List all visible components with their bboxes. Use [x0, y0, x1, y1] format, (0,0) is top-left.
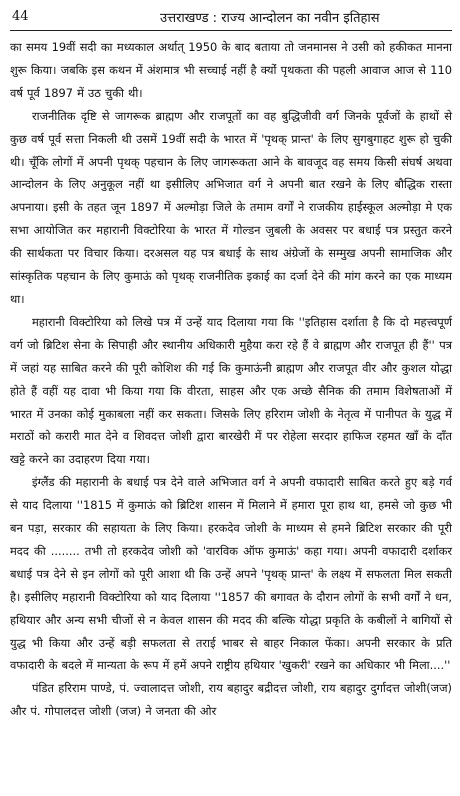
- page-header: [10, 0, 452, 34]
- body-text: [10, 36, 452, 723]
- paragraph: राजनीतिक दृष्टि से जागरूक ब्राह्मण और राजपूतों का वह बुद्धिजीवी वर्ग जिनके पूर्वजों के हाथों से कुछ वर्ष पूर्व सत्ता निकली थी उसमें 19वीं सदी के भारत में 'पृथक् प्रान्त' के लिए सुगबुगाहट शुरू हो चुकी थी। चूँकि लोगों में अपनी पृथक् पहचान के लिए जागरूकता आने के बावजूद वह समय किसी संघर्ष अथवा आन्दोलन के लिए अनुकूल नहीं था इसीलिए अभिजात वर्ग ने अपनी बात रखने के लिए बौद्धिक रास्ता अपनाया। इसी के तहत जून 1897 में अल्मोड़ा जिले के तमाम वर्गों ने राजकीय हाईस्कूल अल्मोड़ा मे एक सभा आयोजित कर महारानी विक्टोरिया के भारत में गोल्डन जुबली के अवसर पर बधाई पत्र प्रस्तुत करने की सार्थकता पर विचार किया। दरअसल यह पत्र बधाई के साथ अंग्रेजों के सम्मुख अपनी सामाजिक और सांस्कृतिक पहचान के लिए कुमाऊं को पृथक् राजनीतिक इकाई का दर्जा देने की मांग करने का एक माध्यम था।: [10, 108, 452, 306]
- paragraph: इंग्लैंड की महारानी के बधाई पत्र देने वाले अभिजात वर्ग ने अपनी वफादारी साबित करते हुए बड़े गर्व से याद दिलाया ''1815 में कुमाऊं को ब्रिटिश शासन में मिलाने में हमारा पूरा हाथ था, हमसे जो कुछ भी बन पड़ा, सरकार की सहायता के लिए किया। हरकदेव जोशी के माध्यम से हमने ब्रिटिश सरकार की पूरी मदद की ........ तभी तो हरकदेव जोशी को 'वारविक ऑफ कुमाऊं' कहा गया। अपनी वफादारी दर्शाकर बधाई पत्र देने से इन लोगों को पूरी आशा थी कि उन्हें अपने 'पृथक् प्रान्त' के लक्ष्य में सफलता मिल सकती है। इसीलिए महारानी विक्टोरिया को याद दिलाया ''1857 की बगावत के दौरान लोगों के सभी वर्गों ने धन, हथियार और अन्य सभी चीजों से न केवल शासन की मदद की बल्कि योद्धा प्रकृति के कबीलों ने बागियों से युद्ध भी किया और उन्हें बड़ी सफलता से तराई भाबर से बाहर निकाल फेंका। अपनी सरकार के प्रति वफादारी के बदले में मान्यता के रूप में हमें अपने राष्ट्रीय हथियार 'खुकरी' रखने का अधिकार भी मिला....'': [10, 475, 452, 673]
- paragraph: पंडित हरिराम पाण्डे, पं. ज्वालादत्त जोशी, राय बहादुर बद्रीदत्त जोशी, राय बहादुर दुर्गादत्त जोशी(जज) और पं. गोपालदत्त जोशी (जज) ने जनता की ओर: [10, 681, 452, 719]
- paragraph: का समय 19वीं सदी का मध्यकाल अर्थात् 1950 के बाद बताया तो जनमानस ने उसी को हकीकत मानना शुरू किया। जबकि इस कथन में अंशमात्र भी सच्चाई नहीं है क्योंं पृथकता की पहली आवाज आज से 110 वर्ष पूर्व 1897 में उठ चुकी थी।: [10, 40, 452, 100]
- running-head: उत्तराखण्ड : राज्य आन्दोलन का नवीन इतिहास: [160, 11, 380, 26]
- page-number: 44: [12, 9, 29, 24]
- paragraph: महारानी विक्टोरिया को लिखे पत्र में उन्हें याद दिलाया गया कि ''इतिहास दर्शाता है कि दो महत्त्वपूर्ण वर्ग जो ब्रिटिश सेना के सिपाही और स्थानीय अधिकारी मुहैया करा रहे हैं वे ब्राह्मण और राजपूत ही हैं'' पत्र में जहां यह साबित करने की पूरी कोशिश की गई कि कुमाऊंनी ब्राह्मण और राजपूत वीर और कुशल योद्धा होते हैं वहीं यह दावा भी किया गया कि वीरता, साहस और एक अच्छे सैनिक की तमाम विशेषताओं में भारत में उनका कोई मुकाबला नहीं कर सकता। जिसके लिए हरिराम जोशी के नेतृत्व में पानीपत के युद्ध में मराठों को करारी मात देने व शिवदत्त जोशी द्वारा बारखेरी में पर रोहेला सरदार हाफिज रहमत खाँ के दाँत खट्टे करने का उदाहरण दिया गया।: [10, 314, 452, 467]
- header-rule: [10, 30, 452, 31]
